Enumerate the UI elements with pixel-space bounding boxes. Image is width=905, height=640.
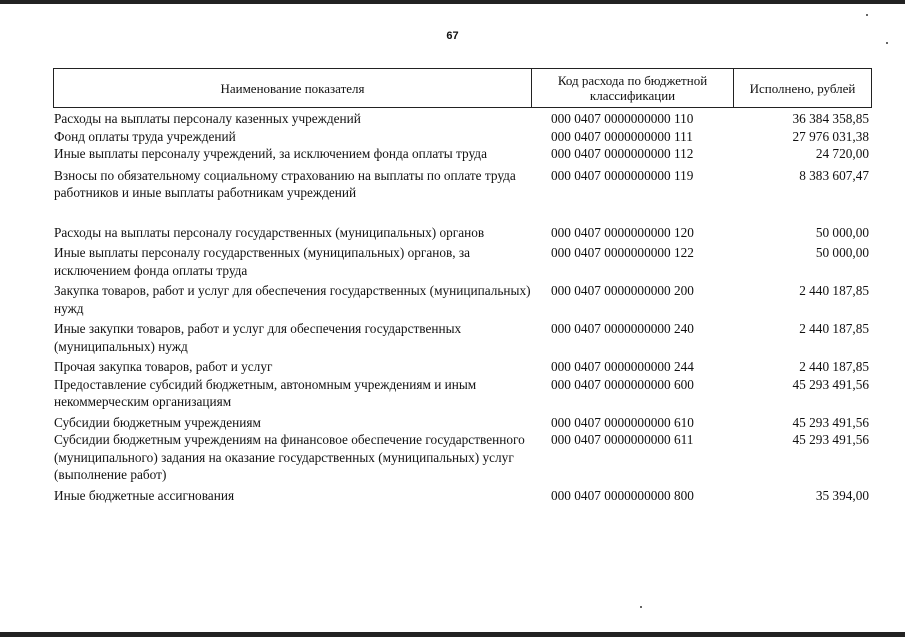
table-row bbox=[53, 224, 872, 242]
table-body bbox=[53, 110, 872, 504]
row-amount: 2 440 187,85 bbox=[799, 283, 869, 298]
row-name: Закупка товаров, работ и услуг для обеспечения государственных (муниципальных) нужд bbox=[54, 283, 531, 316]
row-name: Расходы на выплаты персоналу казенных учреждений bbox=[54, 111, 361, 126]
row-code: 000 0407 0000000000 611 bbox=[551, 432, 694, 447]
table-row bbox=[53, 110, 872, 128]
table-header bbox=[53, 68, 872, 108]
table-row bbox=[53, 167, 872, 202]
table-row bbox=[53, 376, 872, 411]
row-amount: 35 394,00 bbox=[815, 487, 869, 503]
row-code: 000 0407 0000000000 112 bbox=[551, 146, 694, 161]
page-number: 67 bbox=[446, 30, 459, 42]
row-code: 000 0407 0000000000 800 bbox=[551, 487, 694, 503]
scan-top-border bbox=[0, 0, 905, 4]
row-code: 000 0407 0000000000 240 bbox=[551, 321, 694, 336]
header-name: Наименование показателя bbox=[54, 69, 532, 107]
row-amount: 45 293 491,56 bbox=[792, 376, 869, 392]
row-amount: 45 293 491,56 bbox=[792, 414, 869, 430]
scan-speck bbox=[866, 14, 868, 16]
row-name: Предоставление субсидий бюджетным, автономным учреждениям и иным некоммерческим организациям bbox=[54, 376, 477, 409]
row-code: 000 0407 0000000000 122 bbox=[551, 245, 694, 260]
row-name: Иные выплаты персоналу учреждений, за исключением фонда оплаты труда bbox=[54, 146, 487, 161]
table-row bbox=[53, 128, 872, 146]
row-amount: 45 293 491,56 bbox=[792, 432, 869, 447]
row-code: 000 0407 0000000000 111 bbox=[551, 128, 693, 144]
row-code: 000 0407 0000000000 244 bbox=[551, 359, 694, 374]
row-code: 000 0407 0000000000 610 bbox=[551, 414, 694, 430]
row-amount: 27 976 031,38 bbox=[792, 128, 869, 144]
header-amount: Исполнено, рублей bbox=[749, 80, 856, 96]
header-code: Код расхода по бюджетной классификации bbox=[532, 69, 734, 107]
table-row bbox=[53, 320, 872, 355]
table-row bbox=[53, 431, 872, 484]
table-row bbox=[53, 145, 872, 163]
table-row bbox=[53, 244, 872, 279]
row-name: Расходы на выплаты персоналу государственных (муниципальных) органов bbox=[54, 224, 485, 240]
row-name: Субсидии бюджетным учреждениям bbox=[54, 414, 261, 430]
row-name: Взносы по обязательному социальному страхованию на выплаты по оплате труда работников и иные выплаты работникам учреждений bbox=[54, 167, 516, 200]
row-name: Иные выплаты персоналу государственных (муниципальных) органов, за исключением фонда оплаты труда bbox=[54, 245, 471, 278]
row-amount: 50 000,00 bbox=[815, 224, 869, 240]
row-code: 000 0407 0000000000 120 bbox=[551, 224, 694, 240]
row-name: Фонд оплаты труда учреждений bbox=[54, 128, 236, 144]
table-row bbox=[53, 414, 872, 432]
row-name: Иные закупки товаров, работ и услуг для обеспечения государственных (муниципальных) нужд bbox=[54, 321, 462, 354]
row-name: Иные бюджетные ассигнования bbox=[54, 487, 235, 503]
scan-speck bbox=[640, 606, 642, 608]
row-code: 000 0407 0000000000 119 bbox=[551, 167, 694, 183]
row-amount: 36 384 358,85 bbox=[792, 111, 869, 126]
row-name: Прочая закупка товаров, работ и услуг bbox=[54, 359, 273, 374]
row-amount: 2 440 187,85 bbox=[799, 359, 869, 374]
row-code: 000 0407 0000000000 600 bbox=[551, 376, 694, 392]
row-amount: 2 440 187,85 bbox=[799, 321, 869, 336]
table-row bbox=[53, 358, 872, 376]
scan-speck bbox=[886, 42, 888, 44]
row-amount: 50 000,00 bbox=[815, 245, 869, 260]
table-row bbox=[53, 487, 872, 505]
table-row bbox=[53, 282, 872, 317]
row-amount: 24 720,00 bbox=[815, 146, 869, 161]
row-amount: 8 383 607,47 bbox=[799, 167, 869, 183]
row-code: 000 0407 0000000000 200 bbox=[551, 283, 694, 298]
row-name: Субсидии бюджетным учреждениям на финансовое обеспечение государственного (муниципального) задания на оказание государственных (муниципальных) услуг (выполнение работ) bbox=[54, 432, 525, 482]
row-code: 000 0407 0000000000 110 bbox=[551, 111, 694, 126]
scan-bottom-border bbox=[0, 632, 905, 637]
